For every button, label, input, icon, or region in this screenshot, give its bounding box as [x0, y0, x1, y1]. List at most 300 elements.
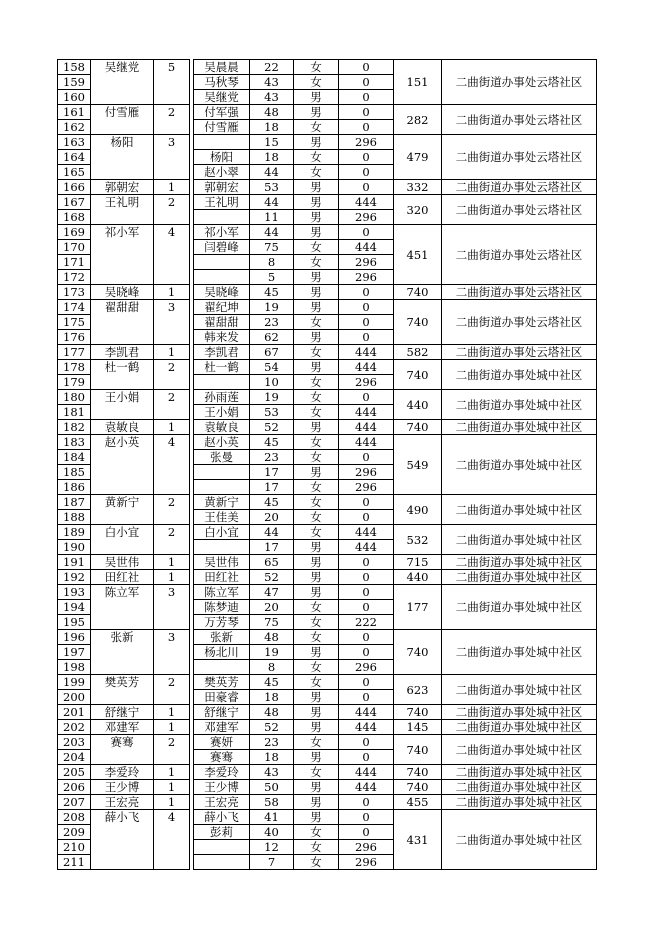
seq-number-cell: 166	[58, 180, 91, 195]
household-head-cell: 田红社	[91, 570, 154, 585]
member-age-cell: 47	[250, 585, 294, 600]
subsidy-amount-cell: 0	[339, 645, 394, 660]
seq-number-cell: 173	[58, 285, 91, 300]
household-total-cell: 490	[394, 495, 442, 525]
household-total-cell: 582	[394, 345, 442, 360]
community-cell: 二曲街道办事处云塔社区	[442, 345, 597, 360]
member-age-cell: 52	[250, 720, 294, 735]
household-head-cell: 舒继宁	[91, 705, 154, 720]
member-name-cell: 付军强	[194, 105, 250, 120]
member-age-cell: 54	[250, 360, 294, 375]
member-gender-cell: 女	[294, 375, 339, 390]
subsidy-amount-cell: 296	[339, 855, 394, 870]
member-name-cell: 邓建军	[194, 720, 250, 735]
member-gender-cell: 男	[294, 210, 339, 225]
subsidy-amount-cell: 0	[339, 390, 394, 405]
seq-number-cell: 186	[58, 480, 91, 495]
seq-number-cell: 188	[58, 510, 91, 525]
member-age-cell: 58	[250, 795, 294, 810]
member-age-cell: 18	[250, 150, 294, 165]
seq-number-cell: 162	[58, 120, 91, 135]
subsidy-amount-cell: 444	[339, 540, 394, 555]
member-name-cell: 薛小飞	[194, 810, 250, 825]
household-head-cell: 张新	[91, 630, 154, 675]
seq-number-cell: 206	[58, 780, 91, 795]
member-name-cell: 孙雨莲	[194, 390, 250, 405]
household-total-cell: 451	[394, 225, 442, 285]
member-count-cell: 4	[154, 810, 190, 870]
household-total-cell: 740	[394, 285, 442, 300]
community-cell: 二曲街道办事处城中社区	[442, 810, 597, 870]
seq-number-cell: 178	[58, 360, 91, 375]
seq-number-cell: 202	[58, 720, 91, 735]
member-gender-cell: 女	[294, 480, 339, 495]
household-head-cell: 赛骞	[91, 735, 154, 765]
household-head-cell: 袁敏良	[91, 420, 154, 435]
community-cell: 二曲街道办事处城中社区	[442, 525, 597, 555]
member-age-cell: 17	[250, 540, 294, 555]
subsidy-amount-cell: 0	[339, 120, 394, 135]
member-name-cell: 祁小军	[194, 225, 250, 240]
member-gender-cell: 男	[294, 360, 339, 375]
seq-number-cell: 195	[58, 615, 91, 630]
community-cell: 二曲街道办事处云塔社区	[442, 180, 597, 195]
household-head-cell: 樊英芳	[91, 675, 154, 705]
seq-number-cell: 185	[58, 465, 91, 480]
member-age-cell: 20	[250, 600, 294, 615]
community-cell: 二曲街道办事处城中社区	[442, 435, 597, 495]
seq-number-cell: 210	[58, 840, 91, 855]
subsidy-amount-cell: 0	[339, 795, 394, 810]
member-gender-cell: 女	[294, 765, 339, 780]
member-name-cell: 王佳美	[194, 510, 250, 525]
community-cell: 二曲街道办事处城中社区	[442, 705, 597, 720]
member-age-cell: 5	[250, 270, 294, 285]
household-total-cell: 740	[394, 765, 442, 780]
member-age-cell: 48	[250, 705, 294, 720]
table-row	[58, 420, 597, 435]
community-cell: 二曲街道办事处云塔社区	[442, 285, 597, 300]
member-name-cell: 杨阳	[194, 150, 250, 165]
member-gender-cell: 女	[294, 450, 339, 465]
household-head-cell: 王宏亮	[91, 795, 154, 810]
member-name-cell: 赛妍	[194, 735, 250, 750]
member-count-cell: 1	[154, 345, 190, 360]
household-head-cell: 吴继党	[91, 60, 154, 105]
seq-number-cell: 199	[58, 675, 91, 690]
member-gender-cell: 女	[294, 255, 339, 270]
table-row	[58, 195, 597, 210]
seq-number-cell: 158	[58, 60, 91, 75]
member-count-cell: 3	[154, 135, 190, 180]
member-age-cell: 23	[250, 450, 294, 465]
subsidy-amount-cell: 0	[339, 225, 394, 240]
member-age-cell: 23	[250, 735, 294, 750]
member-name-cell: 吴晓峰	[194, 285, 250, 300]
member-name-cell: 万芳琴	[194, 615, 250, 630]
seq-number-cell: 194	[58, 600, 91, 615]
household-total-cell: 282	[394, 105, 442, 135]
member-name-cell: 吴晨晨	[194, 60, 250, 75]
member-gender-cell: 男	[294, 780, 339, 795]
member-age-cell: 43	[250, 75, 294, 90]
household-total-cell: 332	[394, 180, 442, 195]
member-name-cell: 吴世伟	[194, 555, 250, 570]
member-count-cell: 2	[154, 105, 190, 135]
member-name-cell: 王少博	[194, 780, 250, 795]
member-age-cell: 8	[250, 255, 294, 270]
subsidy-amount-cell: 0	[339, 450, 394, 465]
member-name-cell: 吴继党	[194, 90, 250, 105]
subsidy-amount-cell: 296	[339, 840, 394, 855]
member-name-cell: 李爱玲	[194, 765, 250, 780]
member-gender-cell: 男	[294, 585, 339, 600]
member-count-cell: 3	[154, 630, 190, 675]
member-name-cell: 付雪雁	[194, 120, 250, 135]
member-gender-cell: 女	[294, 60, 339, 75]
member-gender-cell: 女	[294, 855, 339, 870]
seq-number-cell: 160	[58, 90, 91, 105]
member-age-cell: 75	[250, 240, 294, 255]
member-name-cell	[194, 660, 250, 675]
member-name-cell: 白小宜	[194, 525, 250, 540]
household-head-cell: 王小娟	[91, 390, 154, 420]
member-name-cell: 韩来发	[194, 330, 250, 345]
seq-number-cell: 211	[58, 855, 91, 870]
table-row	[58, 705, 597, 720]
community-cell: 二曲街道办事处城中社区	[442, 390, 597, 420]
seq-number-cell: 191	[58, 555, 91, 570]
member-gender-cell: 女	[294, 435, 339, 450]
member-name-cell	[194, 840, 250, 855]
seq-number-cell: 198	[58, 660, 91, 675]
table-row	[58, 345, 597, 360]
subsidy-amount-cell: 296	[339, 210, 394, 225]
subsidy-amount-cell: 0	[339, 510, 394, 525]
household-total-cell: 320	[394, 195, 442, 225]
household-head-cell: 杜一鹤	[91, 360, 154, 390]
seq-number-cell: 201	[58, 705, 91, 720]
member-name-cell: 袁敏良	[194, 420, 250, 435]
table-row	[58, 795, 597, 810]
subsidy-amount-cell: 0	[339, 630, 394, 645]
member-age-cell: 44	[250, 525, 294, 540]
subsidy-amount-cell: 0	[339, 60, 394, 75]
member-name-cell: 李凯君	[194, 345, 250, 360]
seq-number-cell: 179	[58, 375, 91, 390]
table-row	[58, 360, 597, 375]
seq-number-cell: 180	[58, 390, 91, 405]
community-cell: 二曲街道办事处城中社区	[442, 765, 597, 780]
household-total-cell: 740	[394, 630, 442, 675]
subsidy-amount-cell: 222	[339, 615, 394, 630]
member-age-cell: 19	[250, 300, 294, 315]
community-cell: 二曲街道办事处城中社区	[442, 360, 597, 390]
member-age-cell: 52	[250, 570, 294, 585]
member-age-cell: 20	[250, 510, 294, 525]
table-row	[58, 435, 597, 450]
community-cell: 二曲街道办事处城中社区	[442, 495, 597, 525]
subsidy-amount-cell: 296	[339, 480, 394, 495]
subsidy-amount-cell: 296	[339, 660, 394, 675]
member-gender-cell: 男	[294, 225, 339, 240]
household-head-cell: 陈立军	[91, 585, 154, 630]
member-count-cell: 3	[154, 585, 190, 630]
member-name-cell: 翟纪坤	[194, 300, 250, 315]
member-name-cell: 杨北川	[194, 645, 250, 660]
subsidy-amount-cell: 0	[339, 555, 394, 570]
member-gender-cell: 女	[294, 75, 339, 90]
subsidy-amount-cell: 0	[339, 495, 394, 510]
table-row	[58, 810, 597, 825]
member-age-cell: 48	[250, 105, 294, 120]
member-age-cell: 65	[250, 555, 294, 570]
member-gender-cell: 男	[294, 705, 339, 720]
household-total-cell: 532	[394, 525, 442, 555]
seq-number-cell: 203	[58, 735, 91, 750]
member-gender-cell: 男	[294, 750, 339, 765]
member-age-cell: 19	[250, 390, 294, 405]
subsidy-amount-cell: 296	[339, 375, 394, 390]
member-age-cell: 18	[250, 120, 294, 135]
member-age-cell: 18	[250, 690, 294, 705]
subsidy-amount-cell: 444	[339, 780, 394, 795]
household-total-cell: 740	[394, 360, 442, 390]
member-name-cell	[194, 480, 250, 495]
member-gender-cell: 男	[294, 285, 339, 300]
member-gender-cell: 男	[294, 300, 339, 315]
member-name-cell	[194, 465, 250, 480]
subsidy-amount-cell: 296	[339, 270, 394, 285]
member-name-cell: 张曼	[194, 450, 250, 465]
member-gender-cell: 男	[294, 180, 339, 195]
member-gender-cell: 男	[294, 135, 339, 150]
subsidy-amount-cell: 0	[339, 285, 394, 300]
household-total-cell: 145	[394, 720, 442, 735]
member-age-cell: 44	[250, 195, 294, 210]
community-cell: 二曲街道办事处云塔社区	[442, 195, 597, 225]
member-count-cell: 1	[154, 420, 190, 435]
subsidy-amount-cell: 0	[339, 75, 394, 90]
subsidy-amount-cell: 444	[339, 240, 394, 255]
member-gender-cell: 女	[294, 510, 339, 525]
member-name-cell	[194, 375, 250, 390]
member-count-cell: 1	[154, 765, 190, 780]
subsidy-amount-cell: 0	[339, 675, 394, 690]
member-name-cell	[194, 210, 250, 225]
member-gender-cell: 女	[294, 825, 339, 840]
member-age-cell: 52	[250, 420, 294, 435]
household-total-cell: 431	[394, 810, 442, 870]
community-cell: 二曲街道办事处云塔社区	[442, 105, 597, 135]
household-head-cell: 杨阳	[91, 135, 154, 180]
seq-number-cell: 209	[58, 825, 91, 840]
seq-number-cell: 189	[58, 525, 91, 540]
member-name-cell: 陈立军	[194, 585, 250, 600]
seq-number-cell: 197	[58, 645, 91, 660]
household-head-cell: 黄新宁	[91, 495, 154, 525]
member-name-cell: 翟甜甜	[194, 315, 250, 330]
household-head-cell: 邓建军	[91, 720, 154, 735]
member-age-cell: 11	[250, 210, 294, 225]
subsidy-amount-cell: 0	[339, 570, 394, 585]
subsidy-amount-cell: 444	[339, 195, 394, 210]
community-cell: 二曲街道办事处云塔社区	[442, 60, 597, 105]
subsidy-amount-cell: 0	[339, 330, 394, 345]
seq-number-cell: 190	[58, 540, 91, 555]
subsidy-amount-cell: 0	[339, 735, 394, 750]
household-head-cell: 吴晓峰	[91, 285, 154, 300]
member-count-cell: 4	[154, 435, 190, 495]
member-gender-cell: 女	[294, 600, 339, 615]
table-row	[58, 675, 597, 690]
member-age-cell: 7	[250, 855, 294, 870]
household-head-cell: 李爱玲	[91, 765, 154, 780]
household-head-cell: 吴世伟	[91, 555, 154, 570]
member-name-cell: 杜一鹤	[194, 360, 250, 375]
household-total-cell: 740	[394, 300, 442, 345]
member-name-cell: 张新	[194, 630, 250, 645]
member-age-cell: 10	[250, 375, 294, 390]
member-gender-cell: 男	[294, 555, 339, 570]
member-gender-cell: 女	[294, 120, 339, 135]
community-cell: 二曲街道办事处城中社区	[442, 675, 597, 705]
household-total-cell: 740	[394, 420, 442, 435]
member-count-cell: 1	[154, 570, 190, 585]
subsidy-amount-cell: 296	[339, 465, 394, 480]
member-gender-cell: 女	[294, 495, 339, 510]
household-head-cell: 王少博	[91, 780, 154, 795]
member-count-cell: 2	[154, 390, 190, 420]
seq-number-cell: 193	[58, 585, 91, 600]
subsidy-amount-cell: 0	[339, 825, 394, 840]
member-age-cell: 53	[250, 180, 294, 195]
member-gender-cell: 男	[294, 465, 339, 480]
community-cell: 二曲街道办事处城中社区	[442, 720, 597, 735]
seq-number-cell: 183	[58, 435, 91, 450]
subsidy-amount-cell: 0	[339, 90, 394, 105]
seq-number-cell: 159	[58, 75, 91, 90]
member-age-cell: 45	[250, 675, 294, 690]
seq-number-cell: 207	[58, 795, 91, 810]
member-name-cell	[194, 270, 250, 285]
seq-number-cell: 182	[58, 420, 91, 435]
table-row	[58, 780, 597, 795]
member-age-cell: 45	[250, 495, 294, 510]
member-count-cell: 2	[154, 195, 190, 225]
seq-number-cell: 181	[58, 405, 91, 420]
household-total-cell: 455	[394, 795, 442, 810]
subsidy-amount-cell: 444	[339, 345, 394, 360]
member-gender-cell: 女	[294, 150, 339, 165]
seq-number-cell: 196	[58, 630, 91, 645]
seq-number-cell: 184	[58, 450, 91, 465]
member-age-cell: 45	[250, 435, 294, 450]
member-age-cell: 19	[250, 645, 294, 660]
household-total-cell: 440	[394, 390, 442, 420]
seq-number-cell: 204	[58, 750, 91, 765]
member-age-cell: 50	[250, 780, 294, 795]
member-name-cell	[194, 540, 250, 555]
member-count-cell: 2	[154, 360, 190, 390]
household-total-cell: 440	[394, 570, 442, 585]
household-total-cell: 623	[394, 675, 442, 705]
subsidy-amount-cell: 0	[339, 165, 394, 180]
member-name-cell: 彭莉	[194, 825, 250, 840]
member-age-cell: 22	[250, 60, 294, 75]
subsidy-amount-cell: 0	[339, 315, 394, 330]
member-name-cell: 舒继宁	[194, 705, 250, 720]
member-name-cell: 郭朝宏	[194, 180, 250, 195]
community-cell: 二曲街道办事处城中社区	[442, 630, 597, 675]
member-age-cell: 48	[250, 630, 294, 645]
member-age-cell: 17	[250, 465, 294, 480]
member-gender-cell: 男	[294, 270, 339, 285]
member-name-cell: 赵小英	[194, 435, 250, 450]
subsidy-amount-cell: 0	[339, 105, 394, 120]
member-count-cell: 3	[154, 300, 190, 345]
member-age-cell: 62	[250, 330, 294, 345]
member-name-cell: 闫碧峰	[194, 240, 250, 255]
member-gender-cell: 女	[294, 345, 339, 360]
member-count-cell: 1	[154, 780, 190, 795]
table-row	[58, 735, 597, 750]
subsidy-amount-cell: 296	[339, 255, 394, 270]
member-age-cell: 18	[250, 750, 294, 765]
household-total-cell: 177	[394, 585, 442, 630]
household-total-cell: 549	[394, 435, 442, 495]
member-name-cell: 王宏亮	[194, 795, 250, 810]
subsidy-amount-cell: 0	[339, 585, 394, 600]
table-row	[58, 585, 597, 600]
member-name-cell: 陈梦迪	[194, 600, 250, 615]
member-age-cell: 17	[250, 480, 294, 495]
community-cell: 二曲街道办事处城中社区	[442, 420, 597, 435]
household-head-cell: 翟甜甜	[91, 300, 154, 345]
seq-number-cell: 170	[58, 240, 91, 255]
table-row	[58, 390, 597, 405]
member-gender-cell: 女	[294, 525, 339, 540]
table-row	[58, 555, 597, 570]
community-cell: 二曲街道办事处云塔社区	[442, 135, 597, 180]
seq-number-cell: 163	[58, 135, 91, 150]
member-name-cell	[194, 255, 250, 270]
subsidy-amount-cell: 0	[339, 810, 394, 825]
seq-number-cell: 200	[58, 690, 91, 705]
household-head-cell: 付雪雁	[91, 105, 154, 135]
household-head-cell: 白小宜	[91, 525, 154, 555]
seq-number-cell: 172	[58, 270, 91, 285]
seq-number-cell: 205	[58, 765, 91, 780]
member-gender-cell: 女	[294, 165, 339, 180]
member-count-cell: 2	[154, 675, 190, 705]
member-gender-cell: 男	[294, 420, 339, 435]
member-name-cell: 樊英芳	[194, 675, 250, 690]
community-cell: 二曲街道办事处云塔社区	[442, 300, 597, 345]
subsidy-amount-cell: 444	[339, 420, 394, 435]
member-gender-cell: 女	[294, 840, 339, 855]
member-age-cell: 40	[250, 825, 294, 840]
household-head-cell: 薛小飞	[91, 810, 154, 870]
household-total-cell: 151	[394, 60, 442, 105]
member-gender-cell: 男	[294, 195, 339, 210]
member-name-cell: 黄新宁	[194, 495, 250, 510]
table-row	[58, 180, 597, 195]
community-cell: 二曲街道办事处城中社区	[442, 795, 597, 810]
member-gender-cell: 女	[294, 240, 339, 255]
seq-number-cell: 161	[58, 105, 91, 120]
household-head-cell: 郭朝宏	[91, 180, 154, 195]
